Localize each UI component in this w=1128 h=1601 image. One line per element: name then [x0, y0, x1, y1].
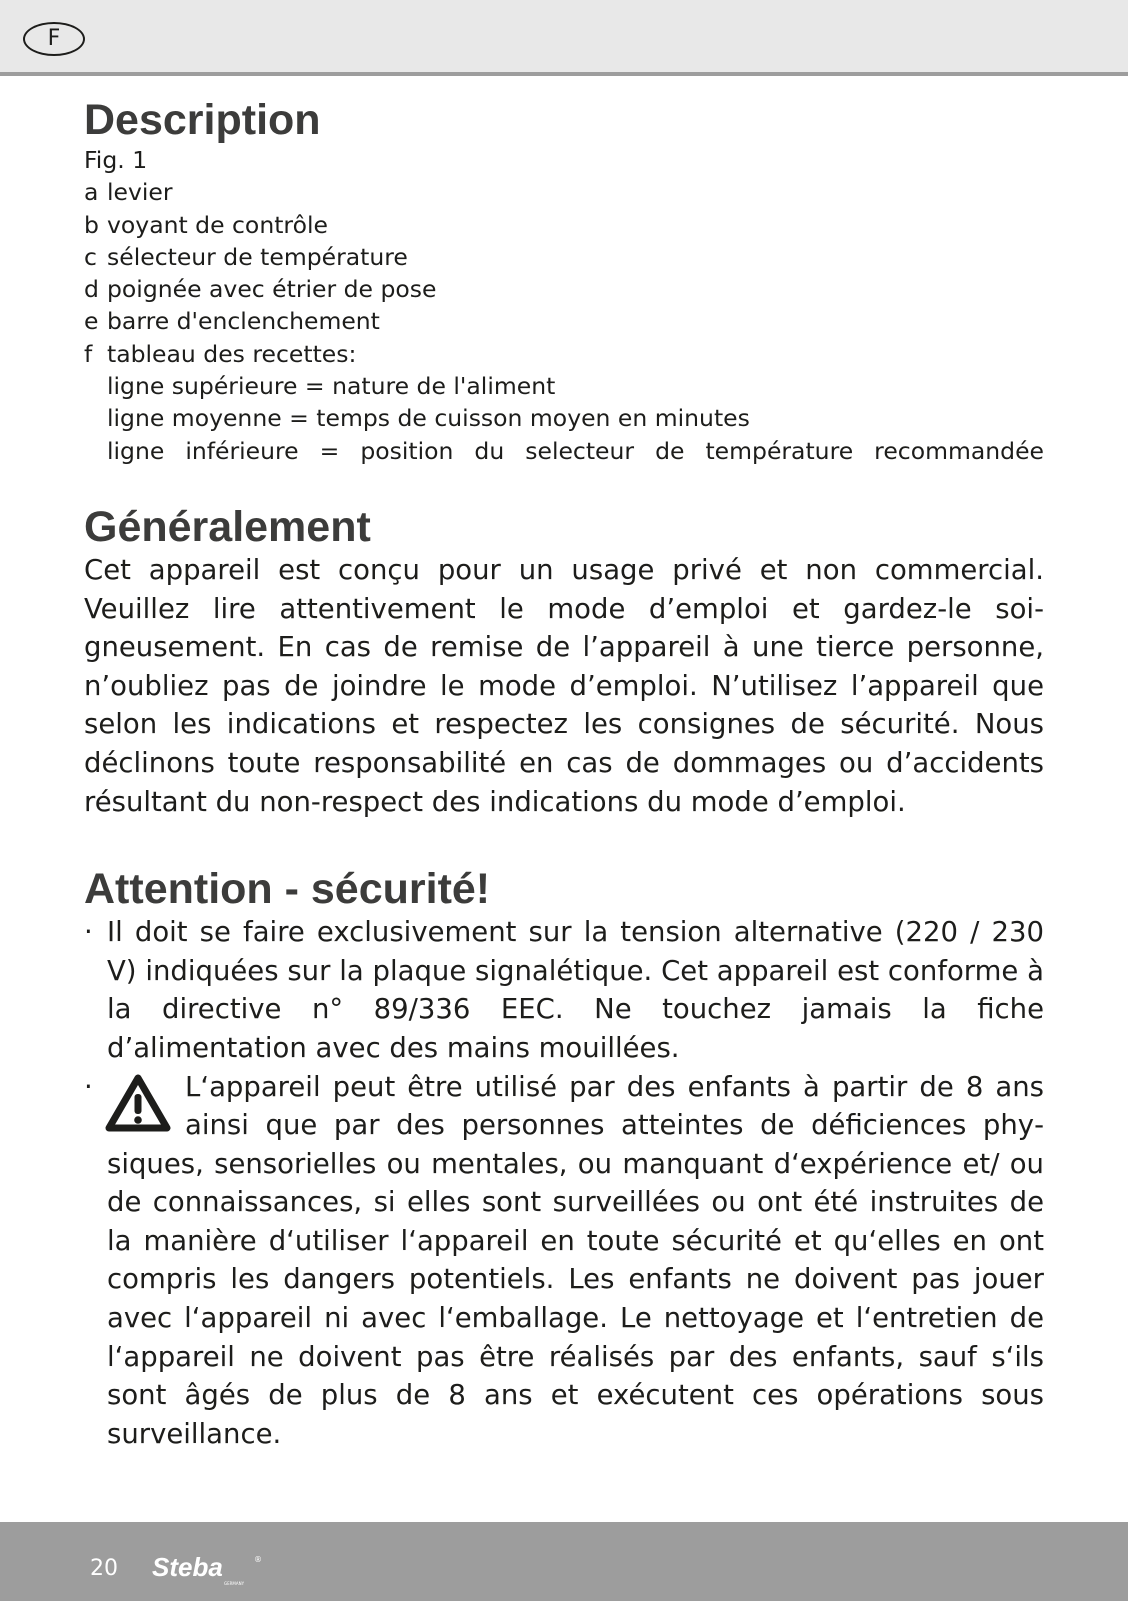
description-section [84, 96, 1044, 467]
general-section [84, 503, 1044, 821]
legend-item [84, 273, 1044, 305]
legend-item [84, 209, 1044, 241]
bullet-text: Il doit se faire exclusivement sur la tension alternative (220 / 230 V) indiquées sur la plaque signalétique. Cet appareil est conforme à la directive n° 89/336 EEC. Ne touchez jamais la fiche d’alimentation avec des mains mouillées. [107, 916, 1044, 1064]
legend-text: poignée avec étrier de pose [107, 275, 437, 304]
legend-letter: f [84, 339, 93, 368]
recipe-table-line: ligne inférieure = position du selecteur de température recommandée [107, 436, 1044, 465]
recipe-table-line: ligne moyenne = temps de cuisson moyen en minutes [107, 404, 750, 433]
warning-triangle-icon [105, 1072, 171, 1136]
brand-subtitle: GERMANY [224, 1581, 245, 1586]
legend-item [84, 241, 1044, 273]
description-title: Description [84, 96, 321, 144]
recipe-table-line: ligne supérieure = nature de l'aliment [107, 372, 556, 401]
general-paragraph: Cet appareil est conçu pour un usage privé et non commercial. Veuillez lire attentivement le mode d’emploi et gardez-le soigneusement. En cas de remise de l’appareil à une tierce personne, n’oubliez pas de joindre le mode d’emploi. N’utilisez l’appareil que selon les indications et respectez les consignes de sécurité. Nous déclinons toute responsabilité en cas de dommages ou d’accidents résultant du non-respect des indications du mode d’emploi. [84, 553, 1044, 818]
legend-item [84, 176, 1044, 208]
legend-text: voyant de contrôle [107, 210, 328, 239]
language-badge: F [23, 22, 85, 56]
bullet-dot: · [84, 916, 93, 949]
legend-letter: a [84, 178, 99, 207]
general-title: Généralement [84, 502, 371, 551]
page-number: 20 [90, 1556, 118, 1581]
bullet-dot: · [84, 1070, 93, 1103]
figure-legend [84, 144, 1044, 467]
footer-band [0, 1522, 1128, 1601]
brand-wordmark: Steba [152, 1552, 223, 1582]
legend-letter: c [84, 242, 97, 271]
bullet-text: L‘appareil peut être utilisé par des enfants à partir de 8 ans ainsi que par des personnes atteintes de déficiences physiques, sensorielles ou mentales, ou manquant d‘expérience et/ ou de connaissances, si elles sont surveillées ou ont été instruites de la manière d‘utiliser l‘appareil en toute sécurité et qu‘elles en ont compris les dangers potentiels. Les enfants ne doivent pas jouer avec l‘appareil ni avec l‘emballage. Le nettoyage et l‘entretien de l‘appareil ne doivent pas être réalisés par des enfants, sauf s‘ils sont âgés de plus de 8 ans et exécutent ces opérations sous surveillance. [107, 1070, 1044, 1450]
legend-item [84, 338, 1044, 370]
legend-letter: b [84, 210, 99, 239]
header-band [0, 0, 1128, 76]
legend-text: barre d'enclenchement [107, 307, 380, 336]
legend-letter: d [84, 275, 99, 304]
legend-text: levier [107, 178, 173, 207]
legend-text: sélecteur de température [107, 242, 408, 271]
legend-letter: e [84, 307, 99, 336]
legend-item [84, 305, 1044, 337]
attention-section [84, 865, 1044, 1453]
safety-bullet [84, 1068, 1044, 1454]
page-content [84, 96, 1044, 1453]
steba-logo [152, 1552, 264, 1588]
brand-registered-mark: ® [254, 1555, 262, 1564]
attention-title: Attention - sécurité! [84, 865, 491, 914]
figure-label: Fig. 1 [84, 146, 148, 174]
legend-text: tableau des recettes: [107, 339, 357, 368]
safety-bullet [84, 913, 1044, 1067]
